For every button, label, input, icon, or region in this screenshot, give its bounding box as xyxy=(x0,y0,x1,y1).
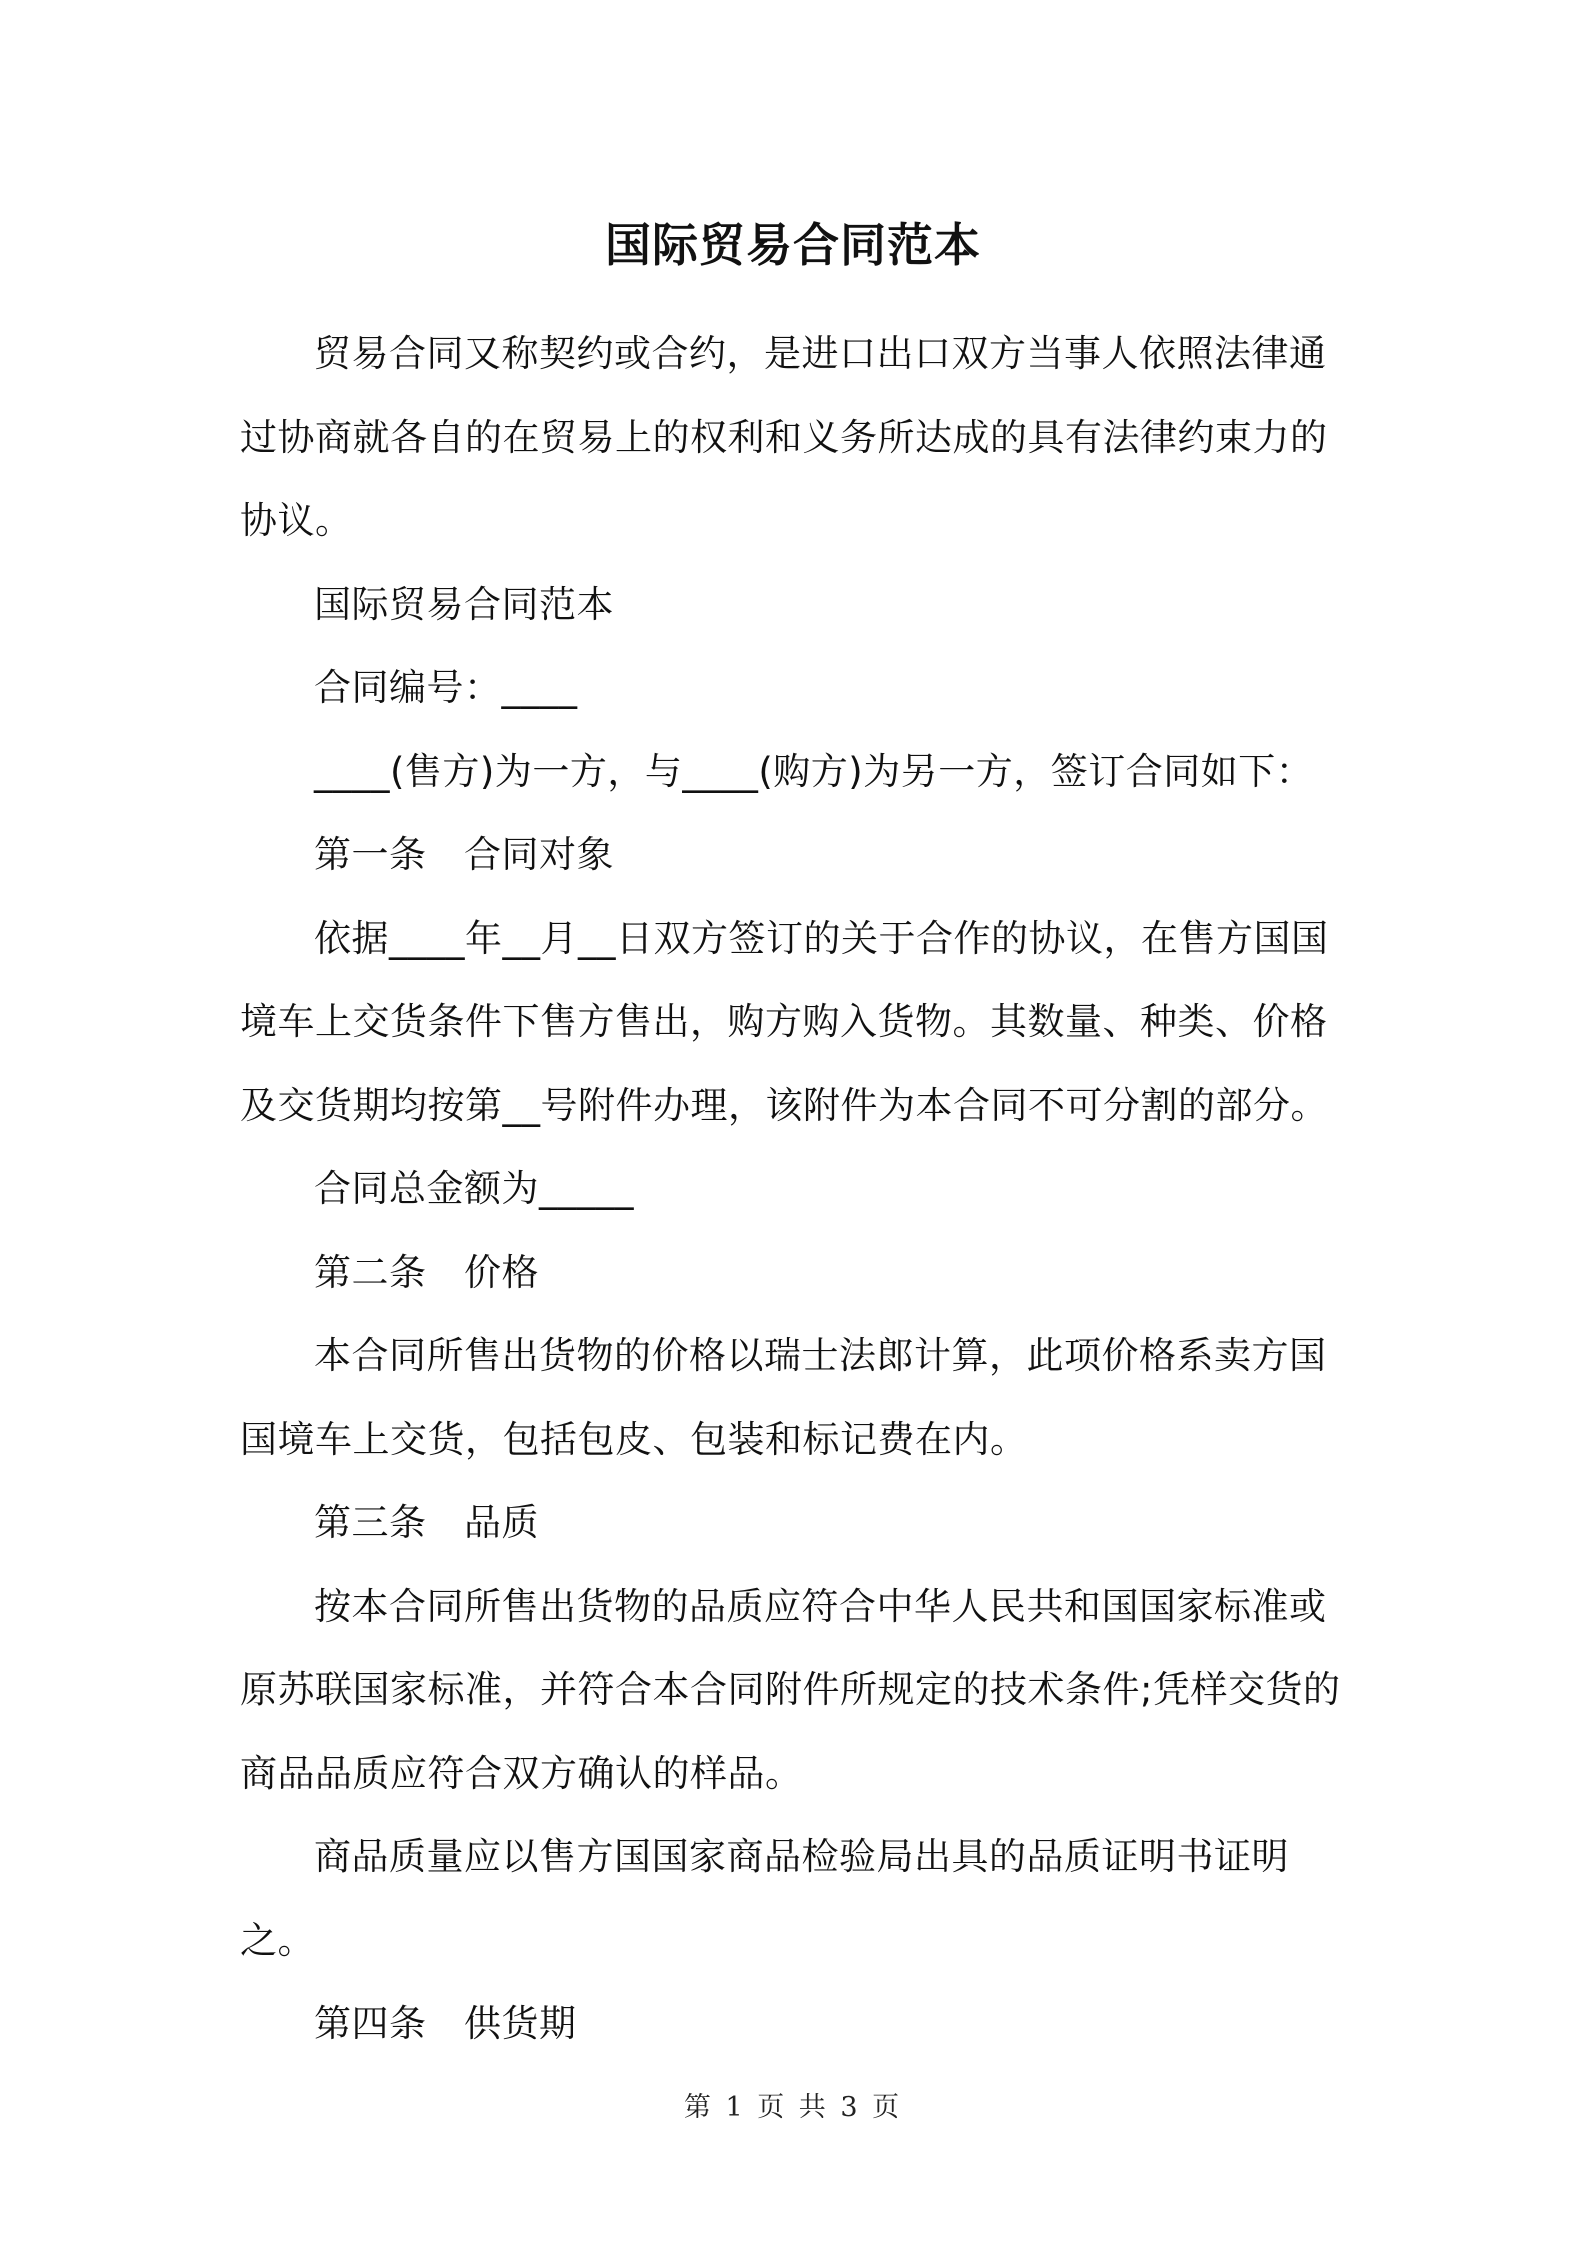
paragraph-article-1-body: 依据____年__月__日双方签订的关于合作的协议，在售方国国境车上交货条件下售方售出，购方购入货物。其数量、种类、价格及交货期均按第__号附件办理，该附件为本合同不可分割的部分。 xyxy=(240,916,1329,1127)
paragraph-article-3-body: 按本合同所售出货物的品质应符合中华人民共和国国家标准或原苏联国家标准，并符合本合同附件所规定的技术条件;凭样交货的商品品质应符合双方确认的样品。 xyxy=(240,1584,1341,1795)
paragraph-subtitle: 国际贸易合同范本 xyxy=(314,582,614,626)
paragraph-parties: ____(售方)为一方，与____(购方)为另一方，签订合同如下： xyxy=(314,749,1314,793)
paragraph-article-2-body: 本合同所售出货物的价格以瑞士法郎计算，此项价格系卖方国国境车上交货，包括包皮、包装和标记费在内。 xyxy=(240,1334,1327,1461)
article-4-heading: 第四条 供货期 xyxy=(314,2002,577,2045)
paragraph-contract-number: 合同编号：____ xyxy=(314,666,578,709)
paragraph-quality-certificate: 商品质量应以售方国国家商品检验局出具的品质证明书证明之。 xyxy=(240,1835,1289,1962)
article-3-heading: 第三条 品质 xyxy=(314,1501,539,1544)
paragraph-intro: 贸易合同又称契约或合约，是进口出口双方当事人依照法律通过协商就各自的在贸易上的权利和义务所达成的具有法律约束力的协议。 xyxy=(240,332,1328,542)
document-title: 国际贸易合同范本 xyxy=(605,218,981,272)
article-1-heading: 第一条 合同对象 xyxy=(314,833,614,876)
document-body xyxy=(240,312,1360,2066)
article-2-heading: 第二条 价格 xyxy=(314,1250,539,1294)
page-number-footer: 第 1 页 共 3 页 xyxy=(683,2092,903,2123)
paragraph-total-amount: 合同总金额为_____ xyxy=(314,1167,634,1210)
